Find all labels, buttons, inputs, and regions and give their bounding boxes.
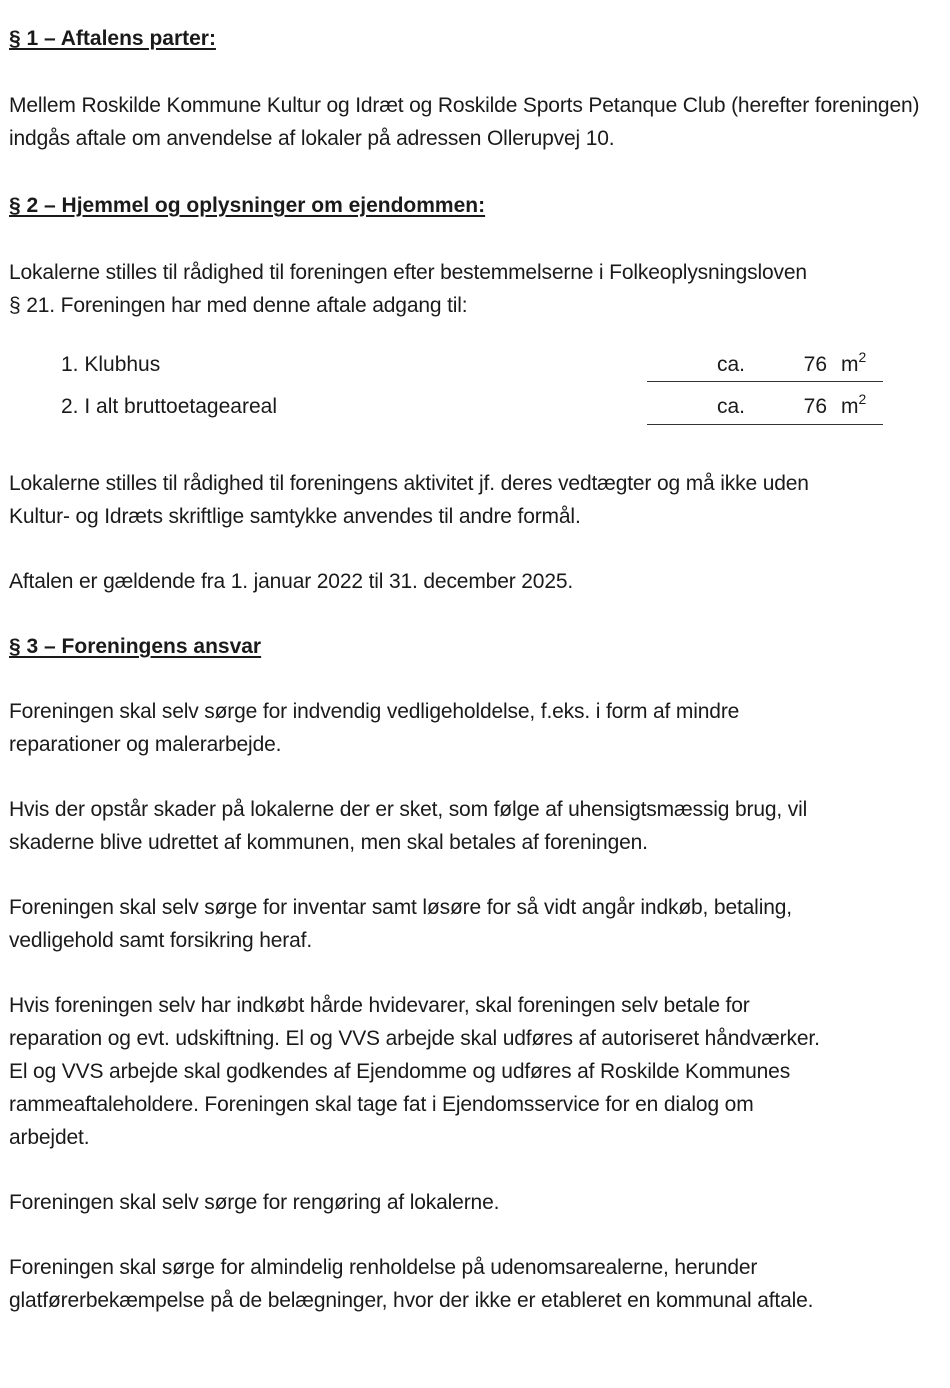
section-3-p4-line-4: rammeaftaleholdere. Foreningen skal tage fat i Ejendomsservice for en dialog om <box>9 1093 754 1116</box>
area-label: 2. I alt bruttoetageareal <box>61 395 277 418</box>
section-3-p3-line-1: Foreningen skal selv sørge for inventar samt løsøre for så vidt angår indkøb, betaling, <box>9 896 792 919</box>
section-3-p3-line-2: vedligehold samt forsikring heraf. <box>9 929 313 952</box>
section-3-p4-line-2: reparation og evt. udskiftning. El og VVS arbejde skal udføres af autoriseret håndværker. <box>9 1027 820 1050</box>
section-2-usage-line-2: Kultur- og Idræts skriftlige samtykke anvendes til andre formål. <box>9 505 581 528</box>
section-2-usage-line-1: Lokalerne stilles til rådighed til foreningens aktivitet jf. deres vedtægter og må ikke uden <box>9 472 809 495</box>
area-unit-sup: 2 <box>858 391 867 407</box>
section-3-p4-line-1: Hvis foreningen selv har indkøbt hårde hvidevarer, skal foreningen selv betale for <box>9 994 750 1017</box>
area-subtotal-rule <box>647 381 883 382</box>
area-total-rule <box>647 424 883 425</box>
section-1-paragraph: Mellem Roskilde Kommune Kultur og Idræt og Roskilde Sports Petanque Club (herefter foreningen) indgås aftale om anvendelse af lokaler på adressen Ollerupvej 10. <box>9 94 920 150</box>
section-2-intro-line-1: Lokalerne stilles til rådighed til foreningen efter bestemmelserne i Folkeoplysningsloven <box>9 261 807 284</box>
area-unit <box>841 348 866 381</box>
section-3-p5: Foreningen skal selv sørge for rengøring af lokalerne. <box>9 1191 500 1214</box>
section-3-p2-line-2: skaderne blive udrettet af kommunen, men skal betales af foreningen. <box>9 831 648 854</box>
area-value: 76 <box>803 353 827 376</box>
area-unit-base: m <box>841 353 859 376</box>
section-2-intro-line-2: § 21. Foreningen har med denne aftale adgang til: <box>9 294 468 317</box>
section-2-validity: Aftalen er gældende fra 1. januar 2022 til 31. december 2025. <box>9 570 574 593</box>
area-value: 76 <box>803 395 827 418</box>
area-label: 1. Klubhus <box>61 353 161 376</box>
area-approx: ca. <box>717 353 746 376</box>
document-page <box>9 22 941 1317</box>
section-3-p1-line-2: reparationer og malerarbejde. <box>9 733 282 756</box>
section-3-p4-line-3: El og VVS arbejde skal godkendes af Ejendomme og udføres af Roskilde Kommunes <box>9 1060 791 1083</box>
area-unit-sup: 2 <box>858 349 867 365</box>
section-3-heading: § 3 – Foreningens ansvar <box>9 635 262 658</box>
section-3-p6-line-2: glatførerbekæmpelse på de belægninger, hvor der ikke er etableret en kommunal aftale. <box>9 1289 814 1312</box>
area-table <box>9 322 941 452</box>
section-3-p6-line-1: Foreningen skal sørge for almindelig renholdelse på udenomsarealerne, herunder <box>9 1256 758 1279</box>
section-2-heading: § 2 – Hjemmel og oplysninger om ejendommen: <box>9 194 486 217</box>
section-3-p2-line-1: Hvis der opstår skader på lokalerne der er sket, som følge af uhensigtsmæssig brug, vil <box>9 798 808 821</box>
area-unit-base: m <box>841 395 859 418</box>
section-3-p4-line-5: arbejdet. <box>9 1126 90 1149</box>
section-1-heading: § 1 – Aftalens parter: <box>9 27 216 50</box>
area-unit <box>841 390 866 423</box>
area-row-clubhouse <box>9 348 941 381</box>
section-3-p1-line-1: Foreningen skal selv sørge for indvendig vedligeholdelse, f.eks. i form af mindre <box>9 700 740 723</box>
area-row-total <box>9 390 941 423</box>
area-approx: ca. <box>717 395 746 418</box>
